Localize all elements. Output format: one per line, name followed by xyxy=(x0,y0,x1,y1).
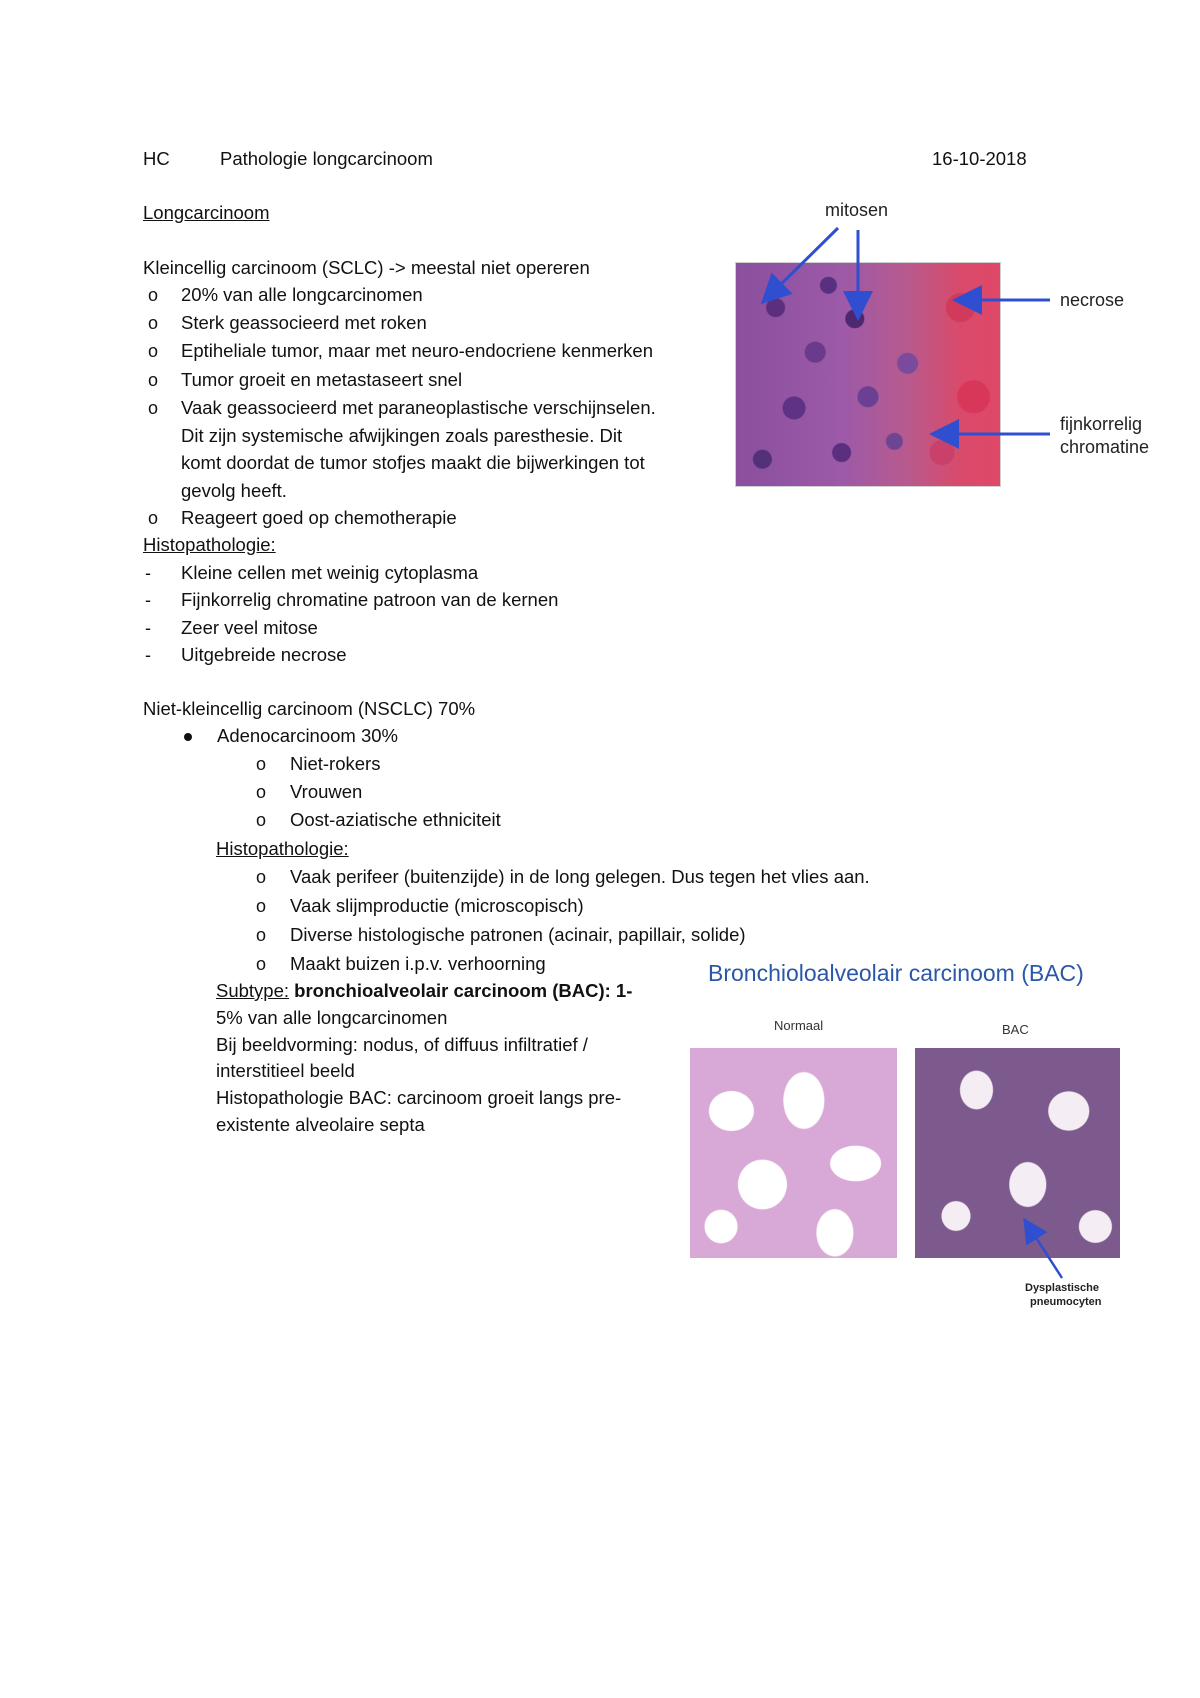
label-mitosen: mitosen xyxy=(825,200,889,220)
subtype-line2: 5% van alle longcarcinomen xyxy=(216,1007,448,1028)
document-title: Pathologie longcarcinoom xyxy=(220,148,433,169)
subtype-line xyxy=(216,980,632,1002)
subtype-label: Subtype: xyxy=(216,980,290,1001)
imaging-line1: Bij beeldvorming: nodus, of diffuus infiltratief / xyxy=(216,1034,588,1055)
bullet-o: o xyxy=(256,782,267,802)
nsclc-histo-item: Vaak slijmproductie (microscopisch) xyxy=(290,895,584,916)
subtype-name: bronchioalveolair carcinoom (BAC) xyxy=(294,980,605,1001)
sclc-item-cont: gevolg heeft. xyxy=(181,480,287,501)
section-title: Longcarcinoom xyxy=(143,202,270,223)
label-bac: BAC xyxy=(1002,1022,1029,1037)
bullet-o: o xyxy=(256,754,267,774)
bullet-dash: - xyxy=(145,645,151,665)
bullet-o: o xyxy=(256,954,267,974)
sclc-item: Vaak geassocieerd met paraneoplastische verschijnselen. xyxy=(181,397,656,418)
nsclc-histo-heading: Histopathologie: xyxy=(216,838,349,859)
nsclc-histo-item: Maakt buizen i.p.v. verhoorning xyxy=(290,953,546,974)
sclc-histo-item: Zeer veel mitose xyxy=(181,617,318,638)
label-normaal: Normaal xyxy=(774,1018,824,1033)
bullet-o: o xyxy=(256,810,267,830)
label-dysplastische: Dysplastische xyxy=(1025,1282,1099,1294)
arrow-mitosen-left xyxy=(765,228,838,300)
sclc-item-cont: komt doordat de tumor stofjes maakt die bijwerkingen tot xyxy=(181,452,645,473)
sclc-item: Sterk geassocieerd met roken xyxy=(181,312,427,333)
bullet-o: o xyxy=(148,313,159,333)
imaging-line2: interstitieel beeld xyxy=(216,1060,355,1081)
figure1-arrows xyxy=(0,0,1200,520)
bullet-o: o xyxy=(148,285,159,305)
label-fijnkorrelig: fijnkorrelig xyxy=(1060,414,1143,434)
bac-figure-title: Bronchioloalveolair carcinoom (BAC) xyxy=(708,960,1084,986)
bullet-o: o xyxy=(148,398,159,418)
adeno-item: Niet-rokers xyxy=(290,753,381,774)
adeno-item: Oost-aziatische ethniciteit xyxy=(290,809,501,830)
bullet-o: o xyxy=(148,508,159,528)
bullet-o: o xyxy=(148,370,159,390)
bac-histo-line1: Histopathologie BAC: carcinoom groeit langs pre- xyxy=(216,1087,622,1108)
sclc-item: Tumor groeit en metastaseert snel xyxy=(181,369,463,390)
adeno-item: Vrouwen xyxy=(290,781,363,802)
subtype-rest: : 1- xyxy=(604,980,633,1001)
nsclc-heading: Niet-kleincellig carcinoom (NSCLC) 70% xyxy=(143,698,476,719)
nsclc-histo-item: Diverse histologische patronen (acinair, papillair, solide) xyxy=(290,924,746,945)
figure2-arrow xyxy=(690,960,1120,1315)
bullet-dot xyxy=(184,733,192,741)
bullet-dash: - xyxy=(145,563,151,583)
bullet-o: o xyxy=(256,896,267,916)
sclc-histo-item: Kleine cellen met weinig cytoplasma xyxy=(181,562,479,583)
arrow-dysplastische xyxy=(1026,1222,1062,1278)
bac-histo-line2: existente alveolaire septa xyxy=(216,1114,425,1135)
sclc-item: Reageert goed op chemotherapie xyxy=(181,507,457,528)
bullet-dash: - xyxy=(145,590,151,610)
sclc-histo-item: Uitgebreide necrose xyxy=(181,644,347,665)
label-chromatine: chromatine xyxy=(1060,437,1150,457)
sclc-histo-item: Fijnkorrelig chromatine patroon van de kernen xyxy=(181,589,559,610)
nsclc-histo-item: Vaak perifeer (buitenzijde) in de long gelegen. Dus tegen het vlies aan. xyxy=(290,866,870,887)
header-code: HC xyxy=(143,148,170,169)
sclc-item: 20% van alle longcarcinomen xyxy=(181,284,423,305)
label-pneumocyten: pneumocyten xyxy=(1030,1296,1102,1308)
sclc-item-cont: Dit zijn systemische afwijkingen zoals paresthesie. Dit xyxy=(181,425,623,446)
label-necrose: necrose xyxy=(1060,290,1125,310)
bullet-o: o xyxy=(148,341,159,361)
bullet-o: o xyxy=(256,867,267,887)
bac-figure xyxy=(690,960,1120,1315)
bullet-o: o xyxy=(256,925,267,945)
adeno-title: Adenocarcinoom 30% xyxy=(217,725,398,746)
sclc-heading: Kleincellig carcinoom (SCLC) -> meestal niet opereren xyxy=(143,257,590,278)
bullet-dash: - xyxy=(145,618,151,638)
sclc-histo-heading: Histopathologie: xyxy=(143,534,276,555)
sclc-item: Eptiheliale tumor, maar met neuro-endocriene kenmerken xyxy=(181,340,653,361)
header-date: 16-10-2018 xyxy=(932,148,1027,169)
